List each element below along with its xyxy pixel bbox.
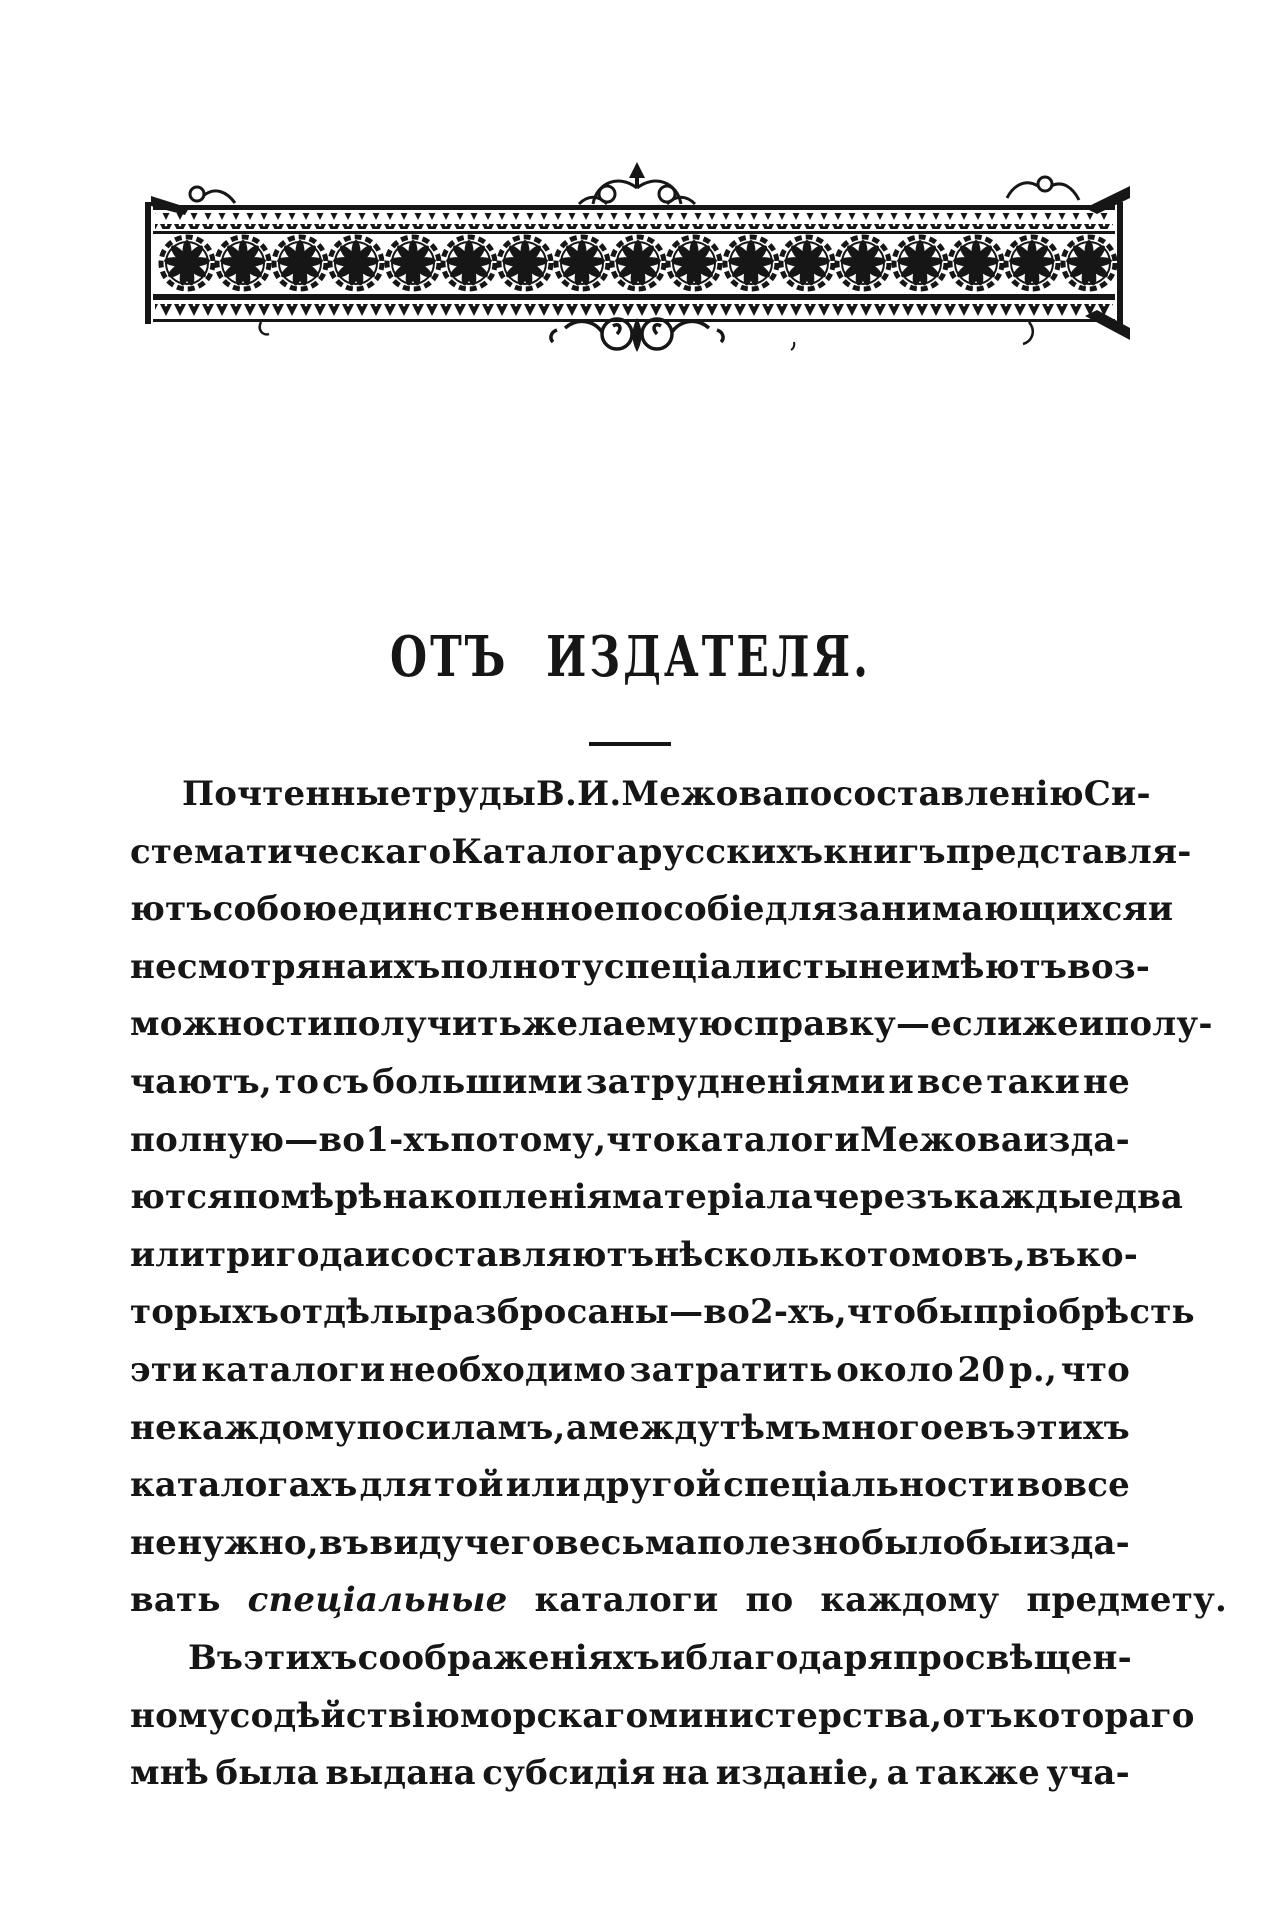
text-line: [130, 1284, 1195, 1342]
word: чаютъ,: [130, 1061, 272, 1102]
word: виду: [369, 1522, 464, 1563]
word: каталогахъ: [130, 1465, 358, 1506]
word: торыхъ: [130, 1292, 280, 1333]
word: спеціальные: [247, 1580, 508, 1621]
word: другой: [582, 1465, 722, 1506]
text-line: [130, 1054, 1130, 1112]
divider-row: [130, 731, 1130, 750]
word: Почтенные: [182, 774, 412, 814]
word: въ: [965, 1407, 1016, 1448]
word: изда-: [1023, 1522, 1130, 1563]
word: соображеніяхъ: [357, 1637, 660, 1678]
word: стематическаго: [130, 831, 452, 872]
word: таки: [986, 1061, 1081, 1102]
word: была: [215, 1753, 319, 1794]
word: же: [1022, 1004, 1079, 1045]
text-line: [130, 766, 1151, 824]
word: выдана: [325, 1753, 476, 1794]
text-line: [130, 1227, 1139, 1285]
text-line: [130, 1572, 1227, 1630]
word: 2-хъ,: [749, 1292, 847, 1333]
word: затратить: [629, 1349, 833, 1390]
text-line: [130, 1112, 1130, 1170]
word: составляютъ: [390, 1234, 655, 1275]
word: ютъ: [130, 889, 213, 930]
word: потому,: [450, 1119, 607, 1160]
word: многое: [821, 1407, 965, 1448]
word: мѣрѣ: [280, 1177, 383, 1218]
word: полноту: [440, 946, 604, 987]
word: смотря: [176, 946, 321, 987]
word: русскихъ: [638, 831, 824, 872]
word: не: [130, 1522, 177, 1563]
word: тѣмъ: [719, 1407, 822, 1448]
word: въ: [319, 1522, 370, 1563]
word: три: [205, 1234, 276, 1275]
word: и: [1078, 1004, 1105, 1045]
word: затрудненіями: [585, 1061, 886, 1102]
word: на: [321, 946, 369, 987]
text-line: [130, 881, 1174, 939]
word: а: [886, 1753, 909, 1794]
word: р.,: [1008, 1349, 1058, 1390]
word: единственное: [337, 889, 616, 930]
word: этихъ: [1015, 1407, 1130, 1448]
word: каталоги: [534, 1580, 719, 1621]
word: по: [745, 1580, 794, 1621]
word: каталоги: [675, 1119, 860, 1160]
word: а: [565, 1407, 589, 1448]
word: и: [364, 1234, 391, 1275]
word: 20: [957, 1349, 1006, 1390]
word: то: [274, 1061, 320, 1102]
word: отдѣлы: [279, 1292, 429, 1333]
text-line: [130, 1342, 1130, 1400]
word: не: [130, 946, 177, 987]
word: пріобрѣсть: [973, 1292, 1195, 1333]
word: книгъ: [823, 831, 946, 872]
word: нѣсколько: [654, 1234, 868, 1275]
word: въ: [1025, 1234, 1077, 1275]
word: И.: [577, 774, 622, 814]
text-line: [130, 1515, 1130, 1573]
text-line: [130, 1400, 1130, 1458]
text-line: [130, 1745, 1130, 1803]
word: морскаго: [460, 1695, 649, 1736]
word: субсидія: [482, 1753, 656, 1794]
word: имѣютъ: [905, 946, 1068, 987]
word: силамъ,: [404, 1407, 566, 1448]
word: пособіе: [615, 889, 765, 930]
word: чтобы: [846, 1292, 974, 1333]
word: и: [888, 1061, 914, 1102]
word: на: [662, 1753, 710, 1794]
word: котораго: [1012, 1695, 1195, 1736]
text-line: [130, 1169, 1184, 1227]
word: справку—если: [733, 1004, 1023, 1045]
word: съ: [322, 1061, 370, 1102]
text-line: [130, 824, 1192, 882]
word: между: [588, 1407, 720, 1448]
word: и: [1147, 889, 1174, 930]
text-line: [130, 1457, 1130, 1515]
frieze-graphic: [145, 158, 1130, 358]
word: для: [764, 889, 838, 930]
word: все: [916, 1061, 984, 1102]
word: и: [659, 1637, 686, 1678]
word: спеціалисты: [603, 946, 859, 987]
word: ко-: [1076, 1234, 1139, 1275]
word: черезъ: [812, 1177, 954, 1218]
word: полу-: [1104, 1004, 1213, 1045]
word: не: [1083, 1061, 1130, 1102]
word: министерства,: [648, 1695, 943, 1736]
word: той: [434, 1465, 504, 1506]
word: отъ: [942, 1695, 1013, 1736]
word: каждому: [820, 1580, 1000, 1621]
header-ornament: [145, 158, 1130, 358]
word: желаемую: [521, 1004, 734, 1045]
word: содѣйствію: [229, 1695, 461, 1736]
word: этихъ: [243, 1637, 358, 1678]
word: было: [861, 1522, 966, 1563]
text-line: [130, 939, 1151, 997]
word: труды: [411, 774, 537, 814]
word: собою: [212, 889, 338, 930]
word: ются: [130, 1177, 233, 1218]
word: 1-хъ: [365, 1119, 451, 1160]
word: мнѣ: [130, 1753, 209, 1794]
text-line: [130, 1688, 1195, 1746]
word: по: [356, 1407, 405, 1448]
word: около: [836, 1349, 954, 1390]
text-line: [130, 1630, 1130, 1688]
word: изданіе,: [715, 1753, 881, 1794]
word: воз-: [1067, 946, 1151, 987]
word: каждому: [177, 1407, 357, 1448]
word: необходимо: [389, 1349, 626, 1390]
word: Си-: [1083, 774, 1151, 814]
word: Межова: [621, 774, 785, 814]
word: занимающихся: [837, 889, 1148, 930]
word: что: [1060, 1349, 1130, 1390]
word: весьма: [555, 1522, 697, 1563]
word: бы: [965, 1522, 1023, 1563]
word: предмету.: [1026, 1580, 1227, 1621]
word: просвѣщен-: [892, 1637, 1132, 1678]
word: томовъ,: [867, 1234, 1026, 1275]
word: Межова: [859, 1119, 1024, 1160]
word: полную—во: [130, 1119, 366, 1160]
word: эти: [130, 1349, 198, 1390]
word: нужно,: [177, 1522, 319, 1563]
word: вовсе: [1016, 1465, 1130, 1506]
word: Каталога: [451, 831, 639, 872]
word: полезно: [697, 1522, 861, 1563]
word: матеріала: [612, 1177, 813, 1218]
word: или: [130, 1234, 206, 1275]
word: благодаря: [685, 1637, 893, 1678]
word: по: [232, 1177, 281, 1218]
word: для: [359, 1465, 433, 1506]
word: ному: [130, 1695, 230, 1736]
word: каждые: [953, 1177, 1115, 1218]
title-row: [130, 624, 1130, 690]
word: по: [784, 774, 833, 814]
word: два: [1114, 1177, 1184, 1218]
word: составленію: [832, 774, 1084, 814]
word: не: [130, 1407, 177, 1448]
word: большими: [372, 1061, 583, 1102]
word: или: [505, 1465, 581, 1506]
word: также: [915, 1753, 1040, 1794]
word: накопленія: [382, 1177, 613, 1218]
word: уча-: [1046, 1753, 1130, 1794]
word: года: [275, 1234, 365, 1275]
word: получить: [332, 1004, 522, 1045]
word: вать: [130, 1580, 221, 1621]
body-text: [130, 766, 1227, 1803]
title-divider: [589, 742, 671, 746]
word: не: [858, 946, 906, 987]
word: каталоги: [201, 1349, 386, 1390]
word: ихъ: [368, 946, 441, 987]
word: чего: [463, 1522, 555, 1563]
word: В.: [536, 774, 578, 814]
word: спеціальности: [723, 1465, 1015, 1506]
word: что: [606, 1119, 676, 1160]
word: представля-: [945, 831, 1192, 872]
text-line: [130, 996, 1213, 1054]
word: разбросаны—во: [428, 1292, 750, 1333]
word: можности: [130, 1004, 333, 1045]
word: изда-: [1023, 1119, 1130, 1160]
page-title: ОТЪ ИЗДАТЕЛЯ.: [389, 624, 871, 690]
word: Въ: [188, 1637, 244, 1678]
